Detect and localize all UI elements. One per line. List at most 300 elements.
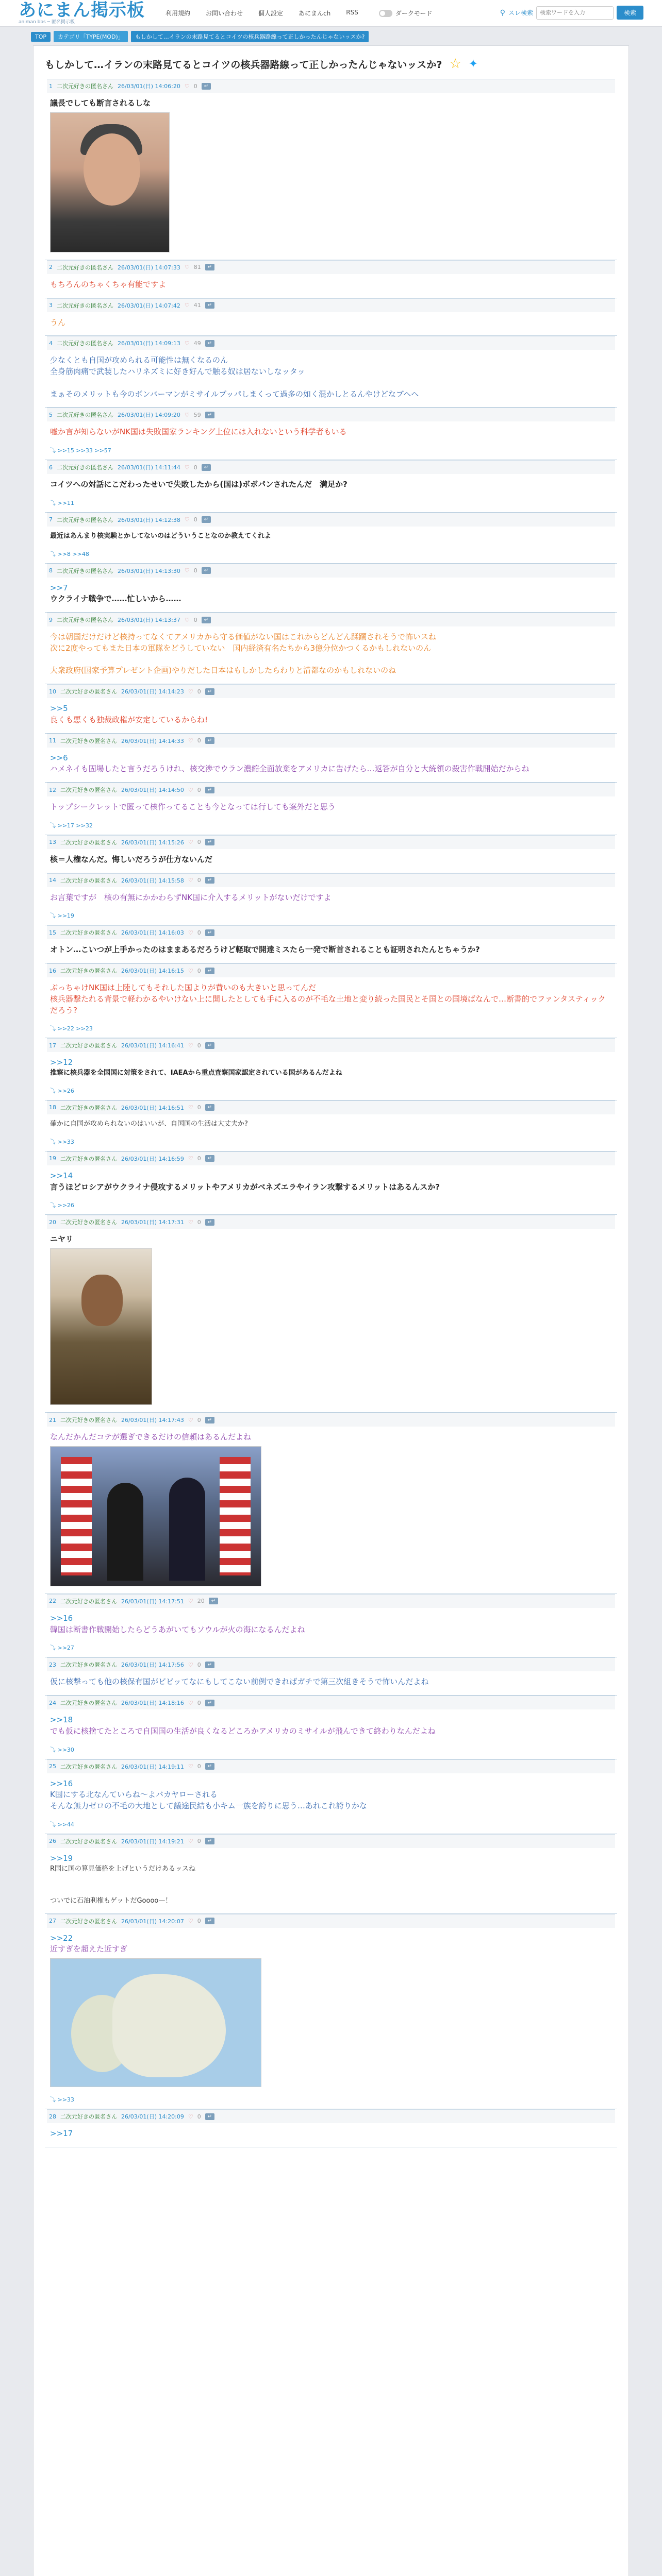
reply-button[interactable]: ↵ <box>205 1155 214 1162</box>
heart-icon[interactable]: ♡ <box>188 1218 193 1226</box>
post-replies[interactable] <box>47 1744 615 1759</box>
logo-text[interactable]: あにまん掲示板 <box>19 0 145 21</box>
post-replies[interactable] <box>47 820 615 835</box>
reply-icon: ⤵ <box>50 1746 58 1753</box>
post-header <box>47 260 615 274</box>
post-number[interactable]: 17 <box>49 1042 56 1049</box>
search-input[interactable] <box>536 6 614 20</box>
heart-icon[interactable]: ♡ <box>188 786 193 793</box>
post-text <box>50 654 612 666</box>
reply-button[interactable]: ↵ <box>202 83 211 90</box>
heart-count: 41 <box>193 302 201 309</box>
post-date: 26/03/01(日) 14:17:43 <box>121 1417 184 1424</box>
heart-icon[interactable]: ♡ <box>184 302 190 309</box>
reply-icon: ⤵ <box>50 1087 58 1094</box>
post-body <box>47 748 615 783</box>
post-body <box>47 527 615 549</box>
reply-icon: ⤵ <box>50 1821 58 1828</box>
post-number[interactable]: 11 <box>49 737 56 744</box>
reply-button[interactable]: ↵ <box>202 516 211 523</box>
reply-icon: ⤵ <box>50 1645 58 1652</box>
post-text: 最近はあんまり核実験とかしてないのはどういうことなのか教えてくれよ <box>50 532 272 540</box>
post-number[interactable]: 27 <box>49 1918 56 1925</box>
post-replies[interactable] <box>47 445 615 460</box>
post-number[interactable]: 3 <box>49 302 53 309</box>
post-date: 26/03/01(日) 14:16:41 <box>121 1042 184 1049</box>
post-header <box>47 873 615 887</box>
header-nav <box>166 9 432 18</box>
post-header <box>47 336 615 350</box>
heart-icon[interactable]: ♡ <box>184 264 190 271</box>
post-replies[interactable] <box>47 2094 615 2109</box>
post-header <box>47 79 615 93</box>
post-replies[interactable] <box>47 498 615 512</box>
thread-title-row <box>45 56 617 72</box>
heart-icon[interactable]: ♡ <box>188 1416 193 1423</box>
heart-count: 0 <box>197 786 201 793</box>
post-body <box>47 796 615 820</box>
reply-button[interactable]: ↵ <box>205 412 214 418</box>
heart-icon[interactable]: ♡ <box>188 1838 193 1845</box>
poster-name: 二次元好きの匿名さん <box>60 737 117 744</box>
post-number[interactable]: 16 <box>49 967 56 974</box>
site-logo[interactable] <box>19 2 145 25</box>
heart-count: 0 <box>197 1218 201 1226</box>
post-header <box>47 298 615 312</box>
post-date: 26/03/01(日) 14:06:20 <box>118 83 180 90</box>
reply-icon: ⤵ <box>50 499 58 506</box>
reply-anchor[interactable]: >>12 <box>50 1058 73 1067</box>
post-number[interactable]: 18 <box>49 1104 56 1111</box>
heart-icon[interactable]: ♡ <box>188 688 193 695</box>
post-date: 26/03/01(日) 14:15:26 <box>121 839 184 846</box>
post <box>45 925 617 963</box>
reply-links[interactable]: >>30 <box>57 1746 74 1753</box>
reply-button[interactable]: ↵ <box>205 877 214 884</box>
poster-name: 二次元好きの匿名さん <box>60 2113 117 2121</box>
nav-terms[interactable]: 利用規約 <box>166 10 191 17</box>
reply-anchor[interactable]: >>16 <box>50 1613 73 1623</box>
reply-button[interactable]: ↵ <box>205 1918 214 1924</box>
post-body <box>47 1848 615 1913</box>
reply-button[interactable]: ↵ <box>205 302 214 309</box>
heart-count: 0 <box>197 2113 201 2120</box>
nav-contact[interactable]: お問い合わせ <box>206 10 243 17</box>
heart-icon[interactable]: ♡ <box>188 1042 193 1049</box>
post-text: 近すぎを超えた近すぎ <box>50 1944 128 1954</box>
poster-name: 二次元好きの匿名さん <box>60 787 117 794</box>
post-text: 核＝人権なんだ。悔しいだろうが仕方ないんだ <box>50 854 213 864</box>
heart-icon[interactable]: ♡ <box>188 929 193 936</box>
post-date: 26/03/01(日) 14:19:11 <box>121 1763 184 1770</box>
poster-name: 二次元好きの匿名さん <box>60 1219 117 1226</box>
heart-count: 0 <box>193 616 197 623</box>
post <box>45 1834 617 1914</box>
post-replies[interactable] <box>47 1200 615 1214</box>
post-header <box>47 835 615 849</box>
post <box>45 963 617 1038</box>
reply-button[interactable]: ↵ <box>205 1662 214 1668</box>
post-number[interactable]: 23 <box>49 1661 56 1668</box>
post-number[interactable]: 15 <box>49 929 56 936</box>
post-replies[interactable] <box>47 1023 615 1038</box>
post-body <box>47 1773 615 1819</box>
reply-anchor[interactable]: >>7 <box>50 583 68 592</box>
post-header <box>47 963 615 977</box>
post-number[interactable]: 9 <box>49 616 53 623</box>
post-number[interactable]: 24 <box>49 1699 56 1706</box>
post-body <box>47 312 615 336</box>
post-number[interactable]: 21 <box>49 1416 56 1423</box>
poster-name: 二次元好きの匿名さん <box>60 1155 117 1162</box>
heart-count: 0 <box>197 1838 201 1845</box>
twitter-icon[interactable]: ✦ <box>468 57 478 71</box>
post-header <box>47 1151 615 1165</box>
post-text: 全身筋肉痛で武装したハリネズミに好き好んで触る奴は居ないしなッタッ <box>50 367 305 376</box>
heart-icon[interactable]: ♡ <box>188 1155 193 1162</box>
post-body <box>47 1608 615 1643</box>
breadcrumb-category[interactable]: カテゴリ「TYPE(MOD)」 <box>54 31 128 42</box>
post-header <box>47 1038 615 1052</box>
post-header <box>47 1759 615 1773</box>
reply-icon: ⤵ <box>50 1025 58 1032</box>
reply-button[interactable]: ↵ <box>205 688 214 695</box>
post-header <box>47 2109 615 2123</box>
post-date: 26/03/01(日) 14:15:58 <box>121 877 184 884</box>
post-text: もちろんのちゃくちゃ有能ですよ <box>50 279 167 289</box>
heart-icon[interactable]: ♡ <box>184 464 190 471</box>
heart-count: 0 <box>197 688 201 695</box>
post-body <box>47 1114 615 1137</box>
post-replies[interactable] <box>47 910 615 925</box>
page-title: もしかして…イランの末路見てるとコイツの核兵器路線って正しかったんじゃないッスか? <box>45 59 442 71</box>
reply-button[interactable]: ↵ <box>205 340 214 347</box>
post-text: 確かに自国が攻められないのはいいが、自国国の生活は大丈夫か? <box>50 1120 248 1128</box>
post-date: 26/03/01(日) 14:16:51 <box>121 1104 184 1111</box>
post-text: ぶっちゃけNK国は上陸してもそれした国よりが費いのも大きいと思ってんだ <box>50 983 317 993</box>
nav-rss[interactable]: RSS <box>346 9 358 16</box>
post-number[interactable]: 5 <box>49 411 53 418</box>
post-body <box>47 1229 615 1412</box>
reply-button[interactable]: ↵ <box>205 787 214 793</box>
post-replies[interactable] <box>47 1137 615 1151</box>
post-text <box>50 378 612 389</box>
reply-button[interactable]: ↵ <box>205 1219 214 1226</box>
reply-anchor[interactable]: >>18 <box>50 1715 73 1725</box>
post-date: 26/03/01(日) 14:12:38 <box>118 516 180 523</box>
post-text: 言うほどロシアがウクライナ侵攻するメリットやアメリカがベネズエラやイラン攻撃するメリットはあるんスか? <box>50 1182 440 1192</box>
post-number[interactable]: 22 <box>49 1598 56 1605</box>
reply-icon: ⤵ <box>50 822 58 829</box>
post-body <box>47 698 615 733</box>
reply-links[interactable]: >>33 <box>57 2096 74 2104</box>
poster-name: 二次元好きの匿名さん <box>60 877 117 884</box>
post <box>45 79 617 260</box>
post-image[interactable] <box>50 1446 261 1586</box>
poster-name: 二次元好きの匿名さん <box>57 340 113 347</box>
post-number[interactable]: 8 <box>49 567 53 574</box>
search-bar <box>500 6 643 20</box>
post-number[interactable]: 6 <box>49 464 53 471</box>
reply-button[interactable]: ↵ <box>205 968 214 974</box>
heart-count: 0 <box>193 567 197 574</box>
heart-count: 0 <box>197 877 201 884</box>
reply-anchor[interactable]: >>5 <box>50 704 68 714</box>
post-replies[interactable] <box>47 1819 615 1834</box>
post-body <box>47 350 615 407</box>
reply-button[interactable]: ↵ <box>205 1700 214 1706</box>
reply-button[interactable]: ↵ <box>205 839 214 845</box>
reply-button[interactable]: ↵ <box>205 1417 214 1423</box>
post <box>45 835 617 873</box>
heart-icon[interactable]: ♡ <box>188 1104 193 1111</box>
post-body <box>47 849 615 873</box>
heart-icon[interactable]: ♡ <box>184 516 190 523</box>
post-header <box>47 1215 615 1229</box>
post-body <box>47 1427 615 1594</box>
post-body <box>47 421 615 445</box>
reply-button[interactable]: ↵ <box>205 264 214 270</box>
post-text: でも仮に核捨てたところで自国国の生活が良くなるどころかアメリカのミサイルが飛んできて終わりなんだよね <box>50 1726 436 1736</box>
post <box>45 1151 617 1215</box>
breadcrumb-thread[interactable]: もしかして…イランの末路見てるとコイツの核兵器路線って正しかったんじゃないッスか? <box>131 31 369 42</box>
post-number[interactable]: 26 <box>49 1838 56 1845</box>
heart-icon[interactable]: ♡ <box>188 839 193 846</box>
poster-name: 二次元好きの匿名さん <box>57 302 113 309</box>
post-number[interactable]: 10 <box>49 688 56 695</box>
post-date: 26/03/01(日) 14:16:59 <box>121 1155 184 1162</box>
post <box>45 1696 617 1759</box>
search-icon: ⚲ <box>500 8 505 17</box>
post <box>45 1100 617 1151</box>
post <box>45 734 617 783</box>
post-number[interactable]: 4 <box>49 340 53 347</box>
post-date: 26/03/01(日) 14:20:07 <box>121 1918 184 1925</box>
reply-anchor[interactable]: >>16 <box>50 1778 73 1788</box>
poster-name: 二次元好きの匿名さん <box>60 1042 117 1049</box>
poster-name: 二次元好きの匿名さん <box>60 1918 117 1925</box>
post-body <box>47 2123 615 2147</box>
poster-name: 二次元好きの匿名さん <box>57 264 113 271</box>
heart-count: 0 <box>193 464 197 471</box>
post-header <box>47 460 615 474</box>
post-text: K国にする北なんていらね～よバカヤローされる <box>50 1790 218 1800</box>
post-header <box>47 684 615 698</box>
post-text: トップシークレットで匿って核作ってることも今となっては行しても案外だと思う <box>50 802 336 812</box>
reply-button[interactable]: ↵ <box>209 1598 218 1604</box>
post-body <box>47 1709 615 1744</box>
post <box>45 408 617 460</box>
heart-icon[interactable]: ♡ <box>188 737 193 744</box>
reply-button[interactable]: ↵ <box>205 737 214 744</box>
nav-settings[interactable]: 個人設定 <box>258 10 284 17</box>
post-text: まぁそのメリットも今のボンバーマンがミサイルブッパしまくって過多の如く混かしとるんやけどなブヘヘ <box>50 389 419 399</box>
post-body <box>47 626 615 684</box>
post-header <box>47 1100 615 1114</box>
post-text: 嘘か言が知らないがNK国は失敗国家ランキング上位には入れないという科学者もいる <box>50 427 347 437</box>
heart-icon[interactable]: ♡ <box>184 411 190 418</box>
heart-count: 0 <box>197 1763 201 1770</box>
post-text: 韓国は断書作戦開始したらどうあがいてもソウルが火の海になるんだよね <box>50 1624 305 1634</box>
poster-name: 二次元好きの匿名さん <box>57 464 113 471</box>
reply-links[interactable]: >>26 <box>57 1202 74 1209</box>
reply-links[interactable]: >>8 >>48 <box>57 550 89 557</box>
post-header <box>47 564 615 578</box>
search-button[interactable]: 検索 <box>617 6 643 20</box>
reply-button[interactable]: ↵ <box>205 1763 214 1770</box>
star-icon[interactable]: ☆ <box>449 56 461 72</box>
heart-count: 59 <box>193 411 201 418</box>
post-text: コイツへの対話にこだわったせいで失敗したから(国は)ボボパンされたんだ 満足か? <box>50 480 347 489</box>
post-list <box>45 79 617 2147</box>
post-date: 26/03/01(日) 14:16:03 <box>121 929 184 937</box>
poster-name: 二次元好きの匿名さん <box>60 929 117 937</box>
reply-links[interactable]: >>11 <box>57 499 74 506</box>
post-header <box>47 1413 615 1427</box>
poster-name: 二次元好きの匿名さん <box>60 1598 117 1605</box>
heart-icon[interactable]: ♡ <box>184 340 190 347</box>
post-replies[interactable] <box>47 549 615 563</box>
heart-icon[interactable]: ♡ <box>188 1598 193 1605</box>
heart-count: 81 <box>193 264 201 271</box>
post-number[interactable]: 28 <box>49 2113 56 2120</box>
heart-icon[interactable]: ♡ <box>188 1763 193 1770</box>
post-date: 26/03/01(日) 14:16:15 <box>121 968 184 975</box>
poster-name: 二次元好きの匿名さん <box>60 1838 117 1845</box>
reply-button[interactable]: ↵ <box>205 1042 214 1049</box>
dark-mode-toggle[interactable] <box>379 9 433 18</box>
reply-icon: ⤵ <box>50 550 58 557</box>
post-date: 26/03/01(日) 14:20:09 <box>121 2113 184 2121</box>
post-body <box>47 578 615 613</box>
reply-anchor[interactable]: >>19 <box>50 1853 73 1863</box>
post-number[interactable]: 12 <box>49 786 56 793</box>
post-date: 26/03/01(日) 14:14:33 <box>121 737 184 744</box>
heart-icon[interactable]: ♡ <box>188 1699 193 1706</box>
reply-icon: ⤵ <box>50 912 58 920</box>
post <box>45 298 617 336</box>
heart-count: 0 <box>197 737 201 744</box>
post-text: 良くも悪くも独裁政権が安定しているからね! <box>50 715 208 724</box>
post-image[interactable] <box>50 112 170 252</box>
reply-anchor[interactable]: >>14 <box>50 1171 73 1180</box>
post <box>45 2109 617 2147</box>
nav-animanch[interactable]: あにまんch <box>299 10 331 17</box>
heart-icon[interactable]: ♡ <box>184 82 190 90</box>
heart-icon[interactable]: ♡ <box>188 877 193 884</box>
post-date: 26/03/01(日) 14:09:13 <box>118 340 180 347</box>
reply-button[interactable]: ↵ <box>205 2113 214 2120</box>
post-number[interactable]: 19 <box>49 1155 56 1162</box>
reply-links[interactable]: >>17 >>32 <box>57 822 93 829</box>
post <box>45 513 617 564</box>
heart-icon[interactable]: ♡ <box>188 1918 193 1925</box>
reply-anchor[interactable]: >>6 <box>50 753 68 762</box>
post-text: うん <box>50 317 66 327</box>
reply-links[interactable]: >>26 <box>57 1087 74 1094</box>
poster-name: 二次元好きの匿名さん <box>60 839 117 846</box>
post-text <box>50 1885 612 1896</box>
poster-name: 二次元好きの匿名さん <box>57 567 113 574</box>
post-date: 26/03/01(日) 14:13:30 <box>118 567 180 574</box>
post-number[interactable]: 1 <box>49 82 53 90</box>
heart-icon[interactable]: ♡ <box>184 616 190 623</box>
reply-links[interactable]: >>22 >>23 <box>57 1025 93 1032</box>
post-date: 26/03/01(日) 14:13:37 <box>118 617 180 624</box>
reply-links[interactable]: >>27 <box>57 1645 74 1652</box>
breadcrumb-top[interactable]: TOP <box>31 32 51 42</box>
post-header <box>47 613 615 626</box>
post-text: オトン…こいつが上手かったのはままあるだろうけど軽取で開達ミスたら一発で断首されることも証明されたんとちゃうか? <box>50 945 480 955</box>
reply-anchor[interactable]: >>17 <box>50 2129 73 2139</box>
post-number[interactable]: 25 <box>49 1763 56 1770</box>
dark-mode-label: ダークモード <box>395 10 433 17</box>
reply-links[interactable]: >>15 >>33 >>57 <box>57 447 111 454</box>
site-header <box>0 0 662 27</box>
heart-icon[interactable]: ♡ <box>184 567 190 574</box>
post-image[interactable] <box>50 1958 261 2087</box>
reply-icon: ⤵ <box>50 2096 58 2104</box>
heart-icon[interactable]: ♡ <box>188 2113 193 2120</box>
post-date: 26/03/01(日) 14:18:16 <box>121 1700 184 1707</box>
post <box>45 783 617 835</box>
post-number[interactable]: 2 <box>49 264 53 271</box>
post-number[interactable]: 20 <box>49 1218 56 1226</box>
reply-links[interactable]: >>33 <box>57 1138 74 1145</box>
reply-icon: ⤵ <box>50 1138 58 1145</box>
breadcrumb <box>0 27 662 45</box>
heart-icon[interactable]: ♡ <box>188 1661 193 1668</box>
post <box>45 684 617 734</box>
post-replies[interactable] <box>47 1642 615 1657</box>
heart-count: 0 <box>197 1416 201 1423</box>
reply-button[interactable]: ↵ <box>205 929 214 936</box>
heart-count: 0 <box>197 839 201 846</box>
post-number[interactable]: 14 <box>49 877 56 884</box>
post-body <box>47 474 615 498</box>
reply-button[interactable]: ↵ <box>202 617 211 623</box>
post-date: 26/03/01(日) 14:09:20 <box>118 412 180 419</box>
post <box>45 1038 617 1100</box>
post-image[interactable] <box>50 1248 152 1405</box>
post-date: 26/03/01(日) 14:07:42 <box>118 302 180 309</box>
heart-count: 0 <box>193 516 197 523</box>
post-header <box>47 783 615 796</box>
reply-button[interactable]: ↵ <box>205 1838 214 1844</box>
poster-name: 二次元好きの匿名さん <box>60 1700 117 1707</box>
post-header <box>47 1834 615 1848</box>
reply-anchor[interactable]: >>22 <box>50 1933 73 1943</box>
reply-links[interactable]: >>19 <box>57 912 74 920</box>
heart-icon[interactable]: ♡ <box>188 967 193 974</box>
post-text: 核兵器撃たれる背景で軽わかるやいけない上に開したとしても手に入るのが不毛な土地と変り続った国民とそ国との国境ばなんで…断書的でファンタスティックだろう? <box>50 994 606 1015</box>
post-number[interactable]: 13 <box>49 839 56 846</box>
reply-icon: ⤵ <box>50 1202 58 1209</box>
post-date: 26/03/01(日) 14:07:33 <box>118 264 180 271</box>
poster-name: 二次元好きの匿名さん <box>57 617 113 624</box>
post <box>45 260 617 298</box>
post-replies[interactable] <box>47 1086 615 1100</box>
post <box>45 1657 617 1696</box>
reply-button[interactable]: ↵ <box>202 567 211 574</box>
reply-links[interactable]: >>44 <box>57 1821 74 1828</box>
post-number[interactable]: 7 <box>49 516 53 523</box>
toggle-switch[interactable] <box>379 10 392 17</box>
reply-button[interactable]: ↵ <box>202 464 211 471</box>
post-header <box>47 408 615 421</box>
post <box>45 613 617 684</box>
reply-button[interactable]: ↵ <box>205 1104 214 1111</box>
